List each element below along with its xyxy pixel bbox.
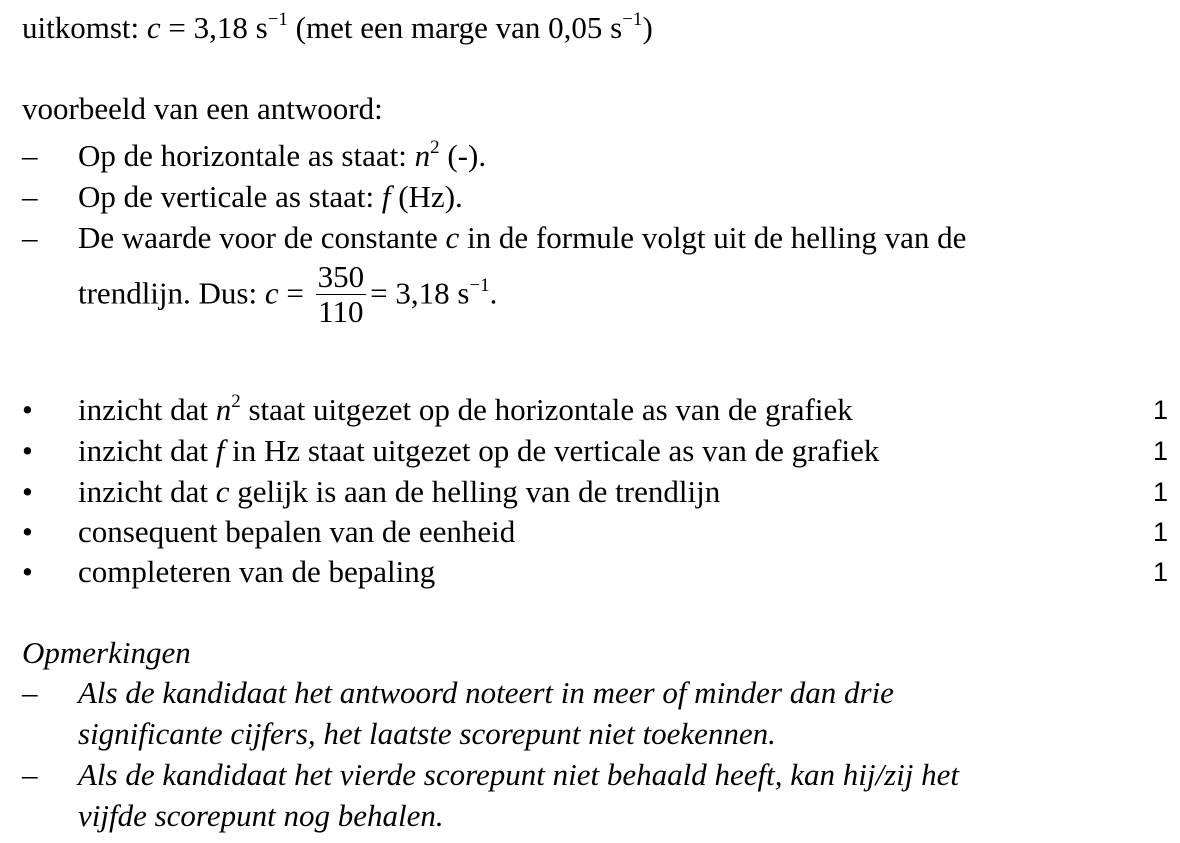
example-line-formula: trendlijn. Dus: c = $\frac{350}{110}$ = 3,18 $s^{-1}$. <box>78 259 498 329</box>
remark-line: significante cijfers, het laatste scorepunt niet toekennen. <box>78 716 776 751</box>
fraction <box>316 260 367 329</box>
remark-line: vijfde scorepunt nog behalen. <box>78 798 444 833</box>
criterion-item: inzicht dat c gelijk is aan de helling van de trendlijn <box>78 474 721 509</box>
remark-line: Als de kandidaat het antwoord noteert in meer of minder dan drie <box>78 675 894 710</box>
dash-marker: – <box>22 675 38 710</box>
criterion-points: 1 <box>1152 477 1168 507</box>
bullet-marker: • <box>22 474 33 509</box>
fraction-numerator: 350 <box>317 259 365 294</box>
fraction-denominator: 110 <box>318 294 364 329</box>
example-heading: voorbeeld van een antwoord: <box>22 91 383 126</box>
example-line-constant: De waarde voor de constante c in de formule volgt uit de helling van de <box>78 220 967 255</box>
dash-marker: – <box>22 220 38 255</box>
dash-marker: – <box>22 179 38 214</box>
criterion-item: inzicht dat $n^2$ staat uitgezet op de horizontale as van de grafiek <box>78 391 853 427</box>
criterion-points: 1 <box>1152 436 1168 466</box>
dash-marker: – <box>22 138 38 173</box>
bullet-marker: • <box>22 433 33 468</box>
bullet-marker: • <box>22 514 33 549</box>
criterion-points: 1 <box>1152 557 1168 587</box>
criterion-item: consequent bepalen van de eenheid <box>78 514 516 549</box>
outcome-line: uitkomst: c = 3,18 $s^{-1}$ (met een marge van 0,05 $s^{-1}$) <box>22 9 653 45</box>
criterion-item: inzicht dat f in Hz staat uitgezet op de verticale as van de grafiek <box>78 433 880 468</box>
bullet-marker: • <box>22 554 33 589</box>
example-line-horizontal-axis: Op de horizontale as staat: $n^2$ (-). <box>78 137 487 173</box>
remark-line: Als de kandidaat het vierde scorepunt niet behaald heeft, kan hij/zij het <box>78 757 960 792</box>
example-line-vertical-axis: Op de verticale as staat: f (Hz). <box>78 179 463 214</box>
dash-marker: – <box>22 757 38 792</box>
remarks-heading: Opmerkingen <box>22 635 191 670</box>
bullet-marker: • <box>22 392 33 427</box>
criterion-item: completeren van de bepaling <box>78 554 436 589</box>
criterion-points: 1 <box>1152 395 1168 425</box>
criterion-points: 1 <box>1152 517 1168 547</box>
